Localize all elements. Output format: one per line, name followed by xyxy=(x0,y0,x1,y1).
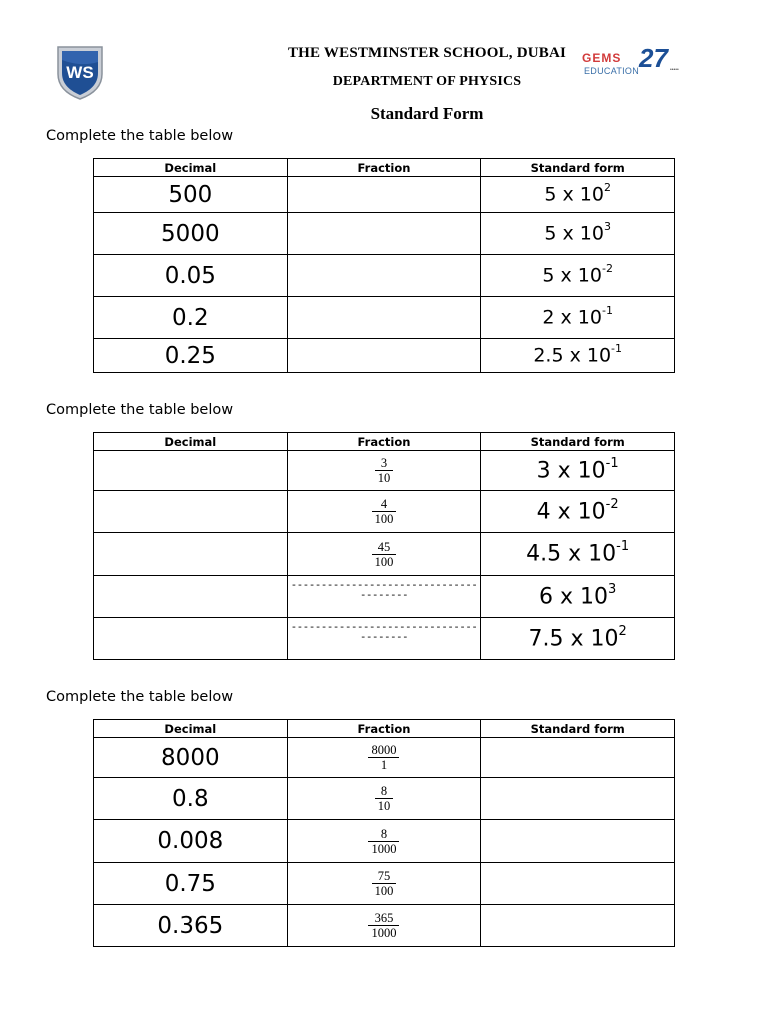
header-standard-form: Standard form xyxy=(481,720,675,738)
decimal-answer-cell[interactable] xyxy=(94,576,288,618)
decimal-cell: 0.05 xyxy=(94,255,288,297)
fraction-cell: $\frac{8000}{1}$ xyxy=(287,738,481,778)
decimal-cell: 0.365 xyxy=(94,905,288,947)
header-fraction: Fraction xyxy=(287,433,481,451)
header-fraction: Fraction xyxy=(287,159,481,177)
standard-form-answer-cell[interactable] xyxy=(481,905,675,947)
table-row xyxy=(94,297,675,339)
table1 xyxy=(93,158,675,373)
standard-form-cell: 4.5 x $10^{-1}$ xyxy=(481,533,675,576)
fraction-cell: $\frac{4}{100}$ xyxy=(287,491,481,533)
decimal-answer-cell[interactable] xyxy=(94,618,288,660)
table-row xyxy=(94,820,675,863)
standard-form-cell: 5 x $10^2$ xyxy=(481,177,675,213)
gems-letters: GEMS xyxy=(582,51,622,65)
fraction-cell: $\frac{365}{1000}$ xyxy=(287,905,481,947)
standard-form-cell: 7.5 x $10^2$ xyxy=(481,618,675,660)
decimal-cell: 5000 xyxy=(94,213,288,255)
fraction-answer-cell[interactable] xyxy=(287,618,481,660)
page-title: Standard Form xyxy=(370,104,484,123)
standard-form-cell: 5 x $10^3$ xyxy=(481,213,675,255)
logo-initials: WS xyxy=(66,63,94,82)
table2 xyxy=(93,432,675,660)
decimal-cell: 0.008 xyxy=(94,820,288,863)
fraction-cell: $\frac{75}{100}$ xyxy=(287,863,481,905)
header-decimal: Decimal xyxy=(94,159,288,177)
table-row xyxy=(94,905,675,947)
decimal-answer-cell[interactable] xyxy=(94,491,288,533)
decimal-cell: 0.2 xyxy=(94,297,288,339)
gems-logo-word xyxy=(582,51,621,65)
table-row xyxy=(94,491,675,533)
standard-form-cell: 4 x $10^{-2}$ xyxy=(481,491,675,533)
gems-logo-number: 27 xyxy=(639,43,668,73)
fraction-answer-cell[interactable] xyxy=(287,339,481,373)
gems-education-logo xyxy=(582,43,682,81)
table-row xyxy=(94,451,675,491)
table-row xyxy=(94,863,675,905)
table-row xyxy=(94,738,675,778)
fraction-cell: $\frac{8}{10}$ xyxy=(287,778,481,820)
header-decimal: Decimal xyxy=(94,433,288,451)
table-row xyxy=(94,576,675,618)
standard-form-cell: 5 x $10^{-2}$ xyxy=(481,255,675,297)
table3-instruction: Complete the table below xyxy=(46,689,234,705)
fraction-answer-cell[interactable] xyxy=(287,213,481,255)
header-standard-form: Standard form xyxy=(481,159,675,177)
fraction-cell: $\frac{45}{100}$ xyxy=(287,533,481,576)
fraction-cell: $\frac{3}{10}$ xyxy=(287,451,481,491)
standard-form-answer-cell[interactable] xyxy=(481,863,675,905)
fraction-answer-cell[interactable] xyxy=(287,177,481,213)
table2-instruction: Complete the table below xyxy=(46,402,234,418)
table3 xyxy=(93,719,675,947)
decimal-cell: 0.25 xyxy=(94,339,288,373)
fraction-blank-line: --------------------------------------- xyxy=(290,577,478,601)
school-name: THE WESTMINSTER SCHOOL, DUBAI xyxy=(287,45,567,61)
fraction-blank-line: --------------------------------------- xyxy=(290,619,478,643)
department-name: DEPARTMENT OF PHYSICS xyxy=(332,74,522,89)
standard-form-cell: 2.5 x $10^{-1}$ xyxy=(481,339,675,373)
standard-form-cell: 2 x $10^{-1}$ xyxy=(481,297,675,339)
standard-form-answer-cell[interactable] xyxy=(481,820,675,863)
fraction-answer-cell[interactable] xyxy=(287,297,481,339)
decimal-cell: 500 xyxy=(94,177,288,213)
gems-logo-dots: ••••• xyxy=(670,67,679,73)
table-row xyxy=(94,213,675,255)
fraction-answer-cell[interactable] xyxy=(287,576,481,618)
table-row xyxy=(94,778,675,820)
standard-form-cell: 3 x $10^{-1}$ xyxy=(481,451,675,491)
standard-form-cell: 6 x $10^3$ xyxy=(481,576,675,618)
table-row xyxy=(94,255,675,297)
gems-logo-subtitle: EDUCATION xyxy=(584,66,640,76)
header-decimal: Decimal xyxy=(94,720,288,738)
decimal-answer-cell[interactable] xyxy=(94,533,288,576)
decimal-cell: 0.75 xyxy=(94,863,288,905)
table-row xyxy=(94,177,675,213)
fraction-cell: $\frac{8}{1000}$ xyxy=(287,820,481,863)
header-standard-form: Standard form xyxy=(481,433,675,451)
table-row xyxy=(94,339,675,373)
fraction-answer-cell[interactable] xyxy=(287,255,481,297)
decimal-answer-cell[interactable] xyxy=(94,451,288,491)
header-fraction: Fraction xyxy=(287,720,481,738)
decimal-cell: 0.8 xyxy=(94,778,288,820)
standard-form-answer-cell[interactable] xyxy=(481,738,675,778)
standard-form-answer-cell[interactable] xyxy=(481,778,675,820)
decimal-cell: 8000 xyxy=(94,738,288,778)
table-row xyxy=(94,618,675,660)
table-row xyxy=(94,533,675,576)
table1-instruction: Complete the table below xyxy=(46,128,234,144)
